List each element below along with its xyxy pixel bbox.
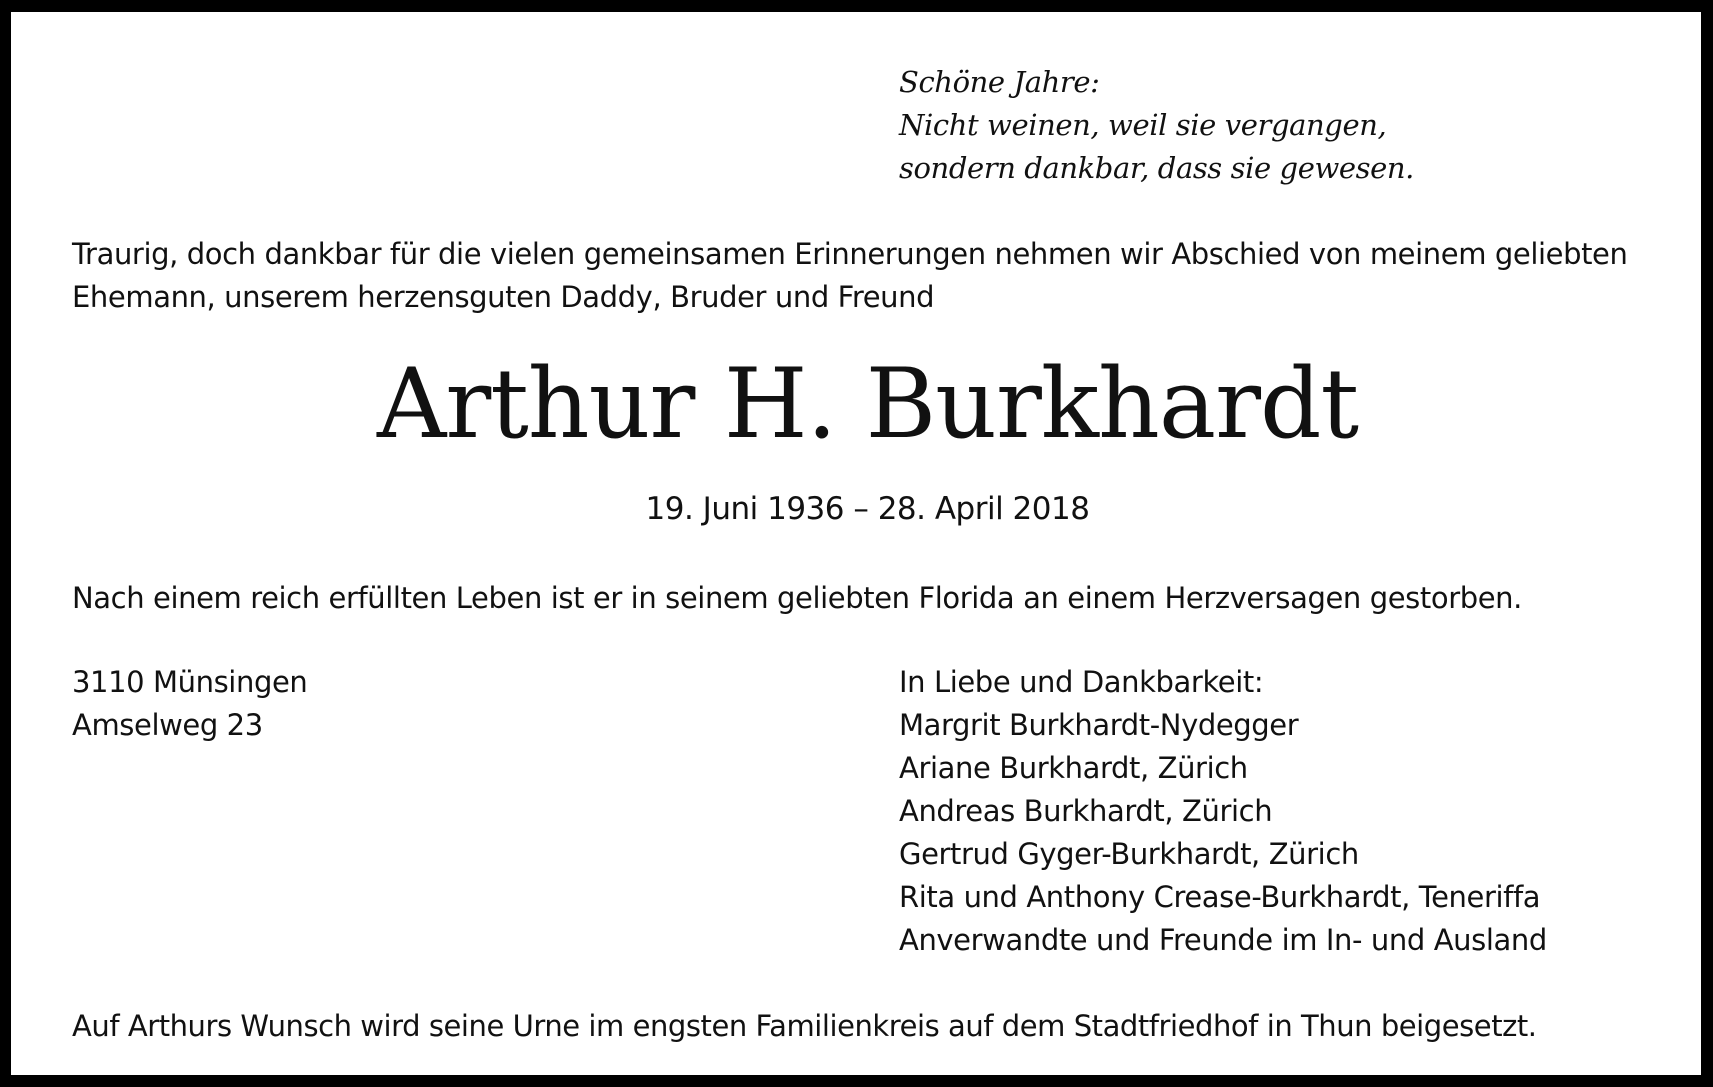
mourner-name: Gertrud Gyger-Burkhardt, Zürich — [899, 837, 1359, 871]
intro-line: Ehemann, unserem herzensguten Daddy, Bruder und Freund — [72, 280, 935, 314]
mourner-name: Andreas Burkhardt, Zürich — [899, 794, 1273, 828]
mourners-list — [899, 661, 1547, 962]
life-statement: Nach einem reich erfüllten Leben ist er in seinem geliebten Florida an einem Herzversagen gestorben. — [72, 581, 1522, 615]
closing-statement: Auf Arthurs Wunsch wird seine Urne im engsten Familienkreis auf dem Stadtfriedhof in Thun beigesetzt. — [72, 1009, 1537, 1043]
address-line: 3110 Münsingen — [72, 665, 308, 699]
mourners-heading: In Liebe und Dankbarkeit: — [899, 665, 1264, 699]
life-dates: 19. Juni 1936 – 28. April 2018 — [645, 491, 1090, 527]
poem-line: sondern dankbar, dass sie gewesen. — [899, 151, 1414, 185]
intro-line: Traurig, doch dankbar für die vielen gemeinsamen Erinnerungen nehmen wir Abschied von meinem geliebten — [72, 237, 1628, 271]
address-line: Amselweg 23 — [72, 708, 263, 742]
mourner-name: Rita und Anthony Crease-Burkhardt, Teneriffa — [899, 880, 1541, 914]
deceased-name: Arthur H. Burkhardt — [376, 348, 1359, 460]
poem-line: Nicht weinen, weil sie vergangen, — [899, 108, 1387, 142]
intro-text — [72, 233, 1672, 319]
mourner-name: Margrit Burkhardt-Nydegger — [899, 708, 1299, 742]
poem-line: Schöne Jahre: — [899, 65, 1100, 99]
poem-quote — [899, 61, 1414, 190]
mourner-name: Anverwandte und Freunde im In- und Ausland — [899, 923, 1547, 957]
address-block — [72, 661, 307, 747]
mourner-name: Ariane Burkhardt, Zürich — [899, 751, 1248, 785]
